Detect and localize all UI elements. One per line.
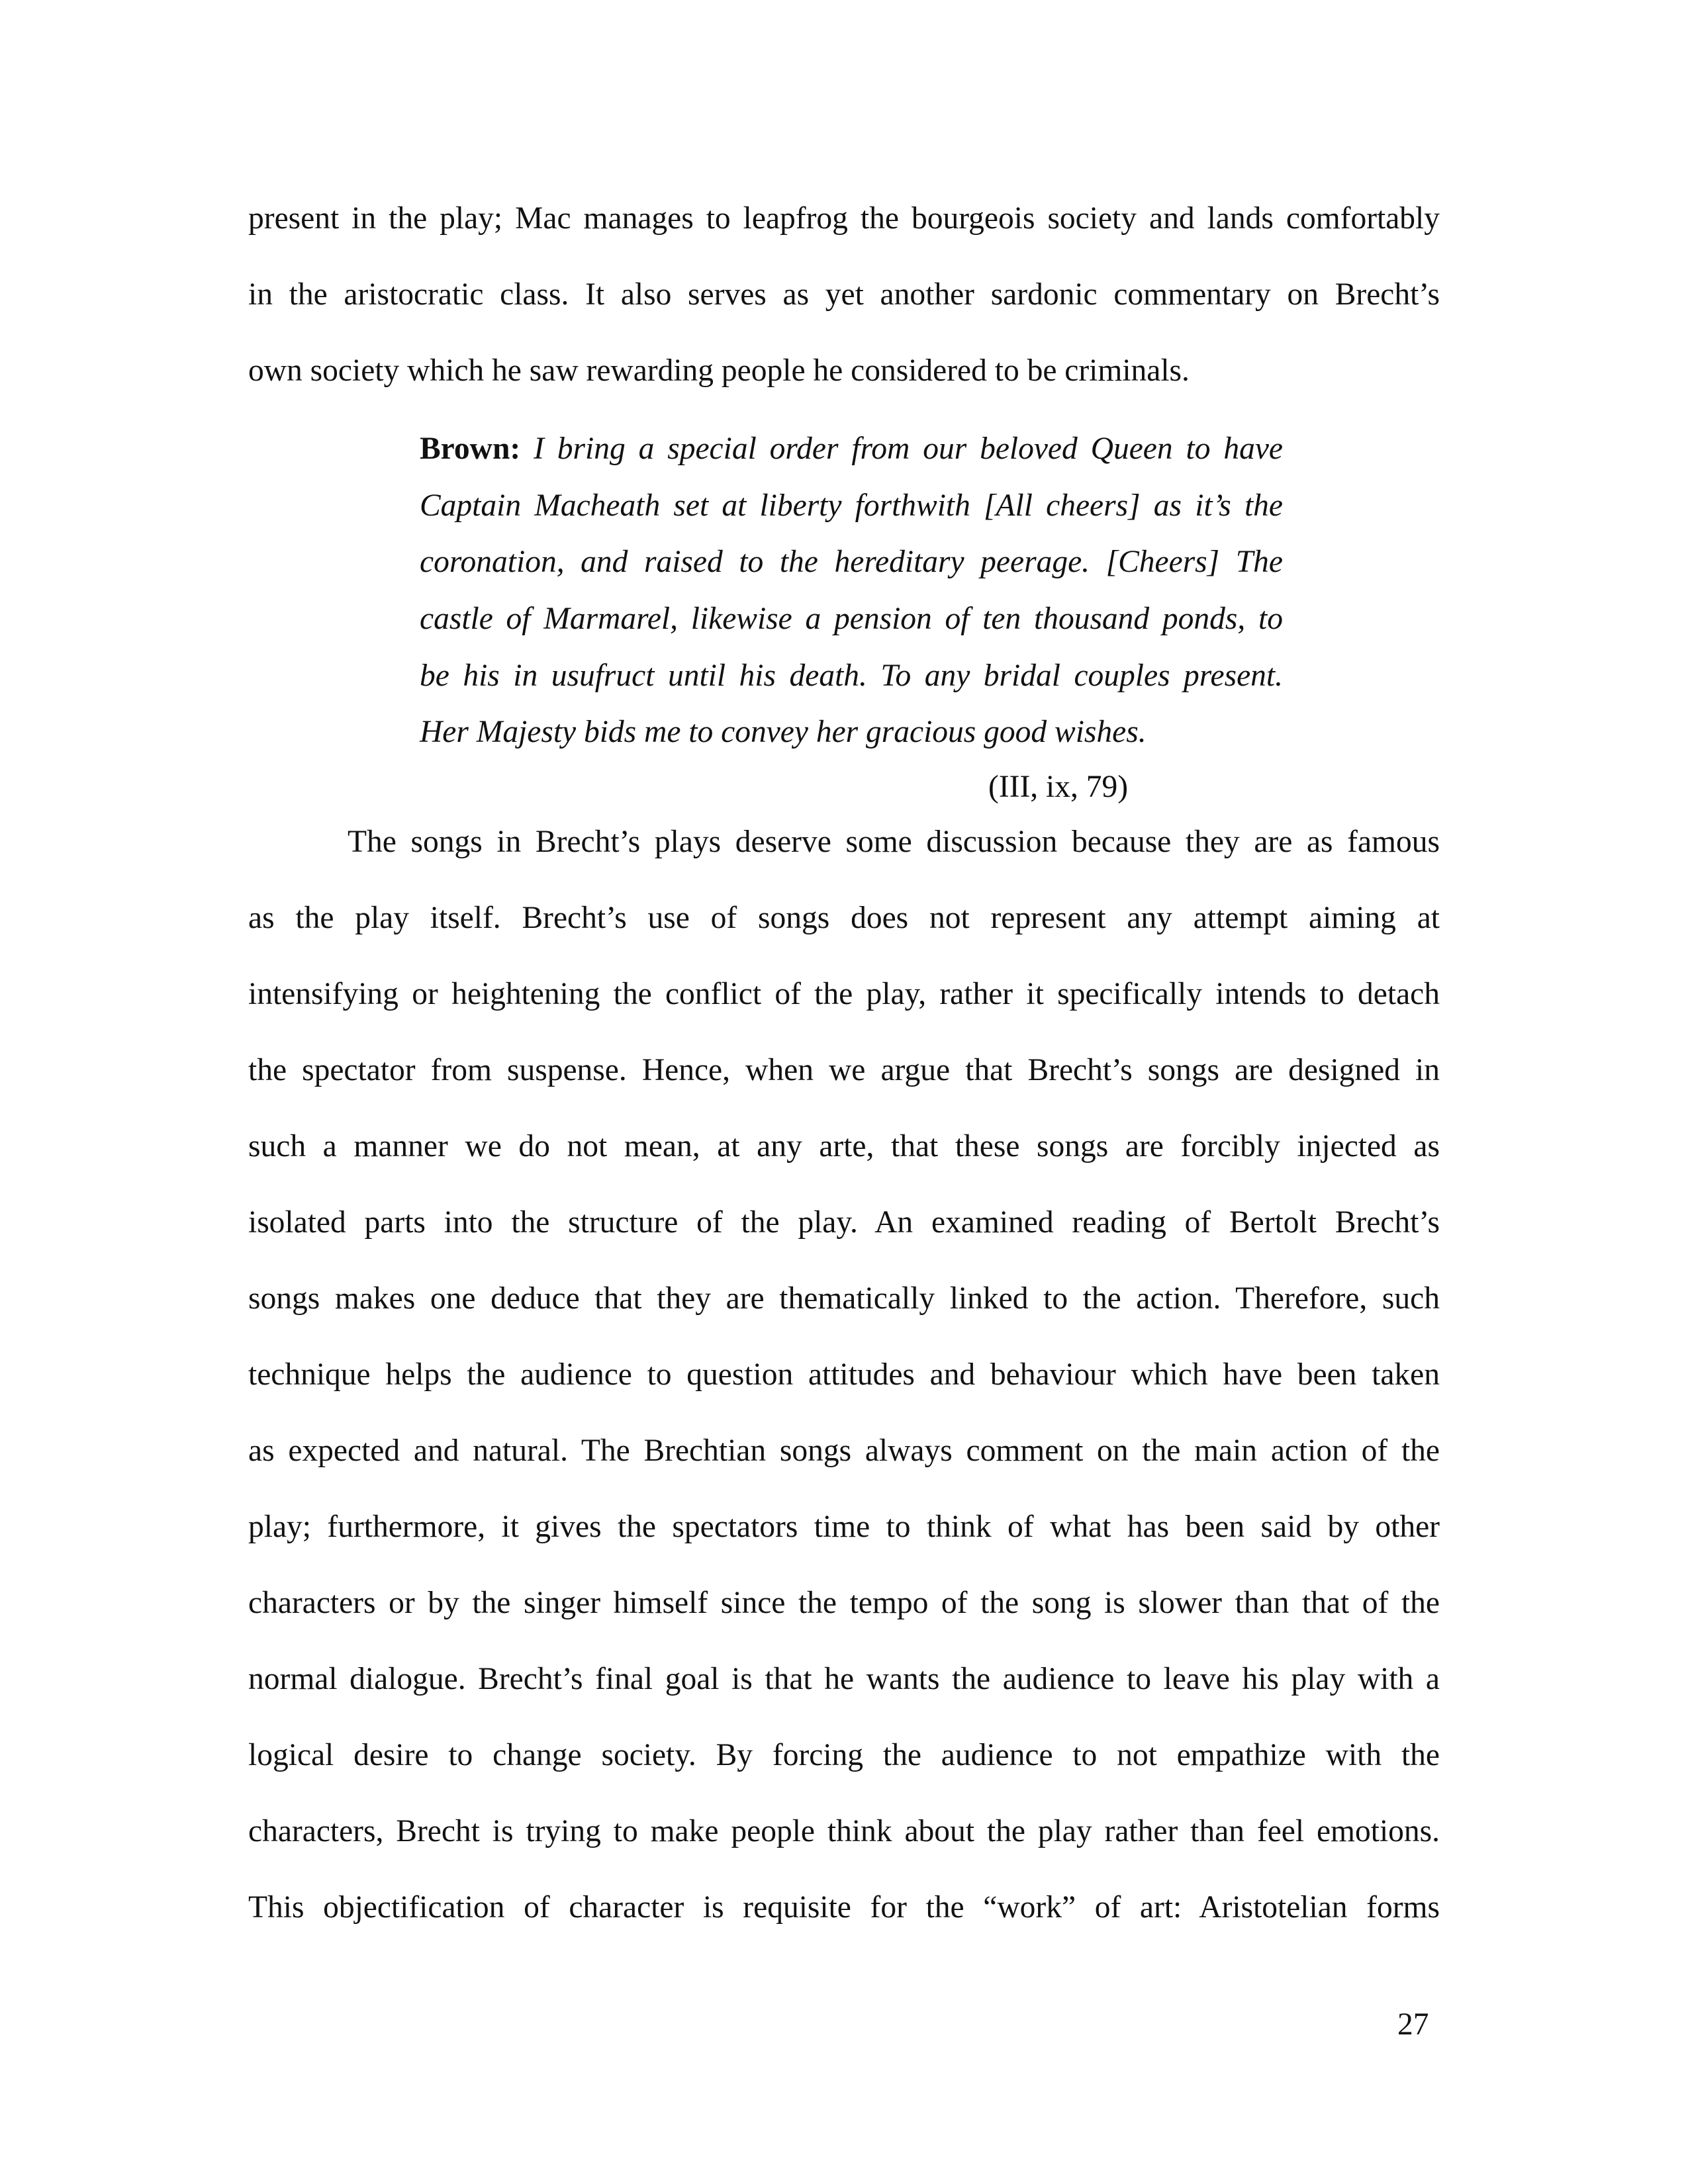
quote-line: Her Majesty bids me to convey her gracious good wishes. bbox=[420, 715, 1147, 750]
quote-line bbox=[420, 421, 1283, 478]
quote-speaker: Brown: bbox=[420, 432, 521, 466]
text-line: such a manner we do not mean, at any arte, that these songs are forcibly injected as bbox=[248, 1129, 1440, 1163]
text-line: technique helps the audience to question attitudes and behaviour which have been taken bbox=[248, 1357, 1440, 1392]
text-line: the spectator from suspense. Hence, when we argue that Brecht’s songs are designed in bbox=[248, 1053, 1440, 1087]
text-line: logical desire to change society. By forcing the audience to not empathize with the bbox=[248, 1738, 1440, 1772]
quote-line: castle of Marmarel, likewise a pension of ten thousand ponds, to bbox=[420, 602, 1283, 637]
text-line: in the aristocratic class. It also serves as yet another sardonic commentary on Brecht’s bbox=[248, 277, 1440, 312]
text-line: songs makes one deduce that they are thematically linked to the action. Therefore, such bbox=[248, 1281, 1440, 1316]
block-quote bbox=[420, 421, 1283, 761]
text-line: as the play itself. Brecht’s use of songs does not represent any attempt aiming at bbox=[248, 901, 1440, 935]
text-line: own society which he saw rewarding people he considered to be criminals. bbox=[248, 353, 1190, 388]
text-line: characters or by the singer himself since the tempo of the song is slower than that of the bbox=[248, 1586, 1440, 1620]
text-line: isolated parts into the structure of the play. An examined reading of Bertolt Brecht’s bbox=[248, 1205, 1440, 1240]
text-line: normal dialogue. Brecht’s final goal is that he wants the audience to leave his play with a bbox=[248, 1662, 1440, 1696]
text-line: intensifying or heightening the conflict of the play, rather it specifically intends to detach bbox=[248, 977, 1440, 1011]
text-line: as expected and natural. The Brechtian songs always comment on the main action of the bbox=[248, 1433, 1440, 1468]
paragraph-1 bbox=[248, 181, 1440, 409]
quote-citation: (III, ix, 79) bbox=[988, 770, 1129, 804]
quote-line: be his in usufruct until his death. To any bridal couples present. bbox=[420, 658, 1283, 693]
paragraph-2 bbox=[248, 804, 1440, 1946]
text-line: The songs in Brecht’s plays deserve some discussion because they are as famous bbox=[348, 825, 1440, 859]
text-line: present in the play; Mac manages to leapfrog the bourgeois society and lands comfortably bbox=[248, 201, 1440, 236]
text-line: play; furthermore, it gives the spectators time to think of what has been said by other bbox=[248, 1510, 1440, 1544]
page-number: 27 bbox=[1397, 2007, 1429, 2042]
text-line: characters, Brecht is trying to make people think about the play rather than feel emotions. bbox=[248, 1814, 1440, 1848]
text-line: This objectification of character is requisite for the “work” of art: Aristotelian forms bbox=[248, 1890, 1440, 1925]
quote-line: Captain Macheath set at liberty forthwith [All cheers] as it’s the bbox=[420, 488, 1283, 523]
quote-line: coronation, and raised to the hereditary peerage. [Cheers] The bbox=[420, 545, 1283, 580]
quote-text: I bring a special order from our beloved Queen to have bbox=[534, 432, 1283, 466]
